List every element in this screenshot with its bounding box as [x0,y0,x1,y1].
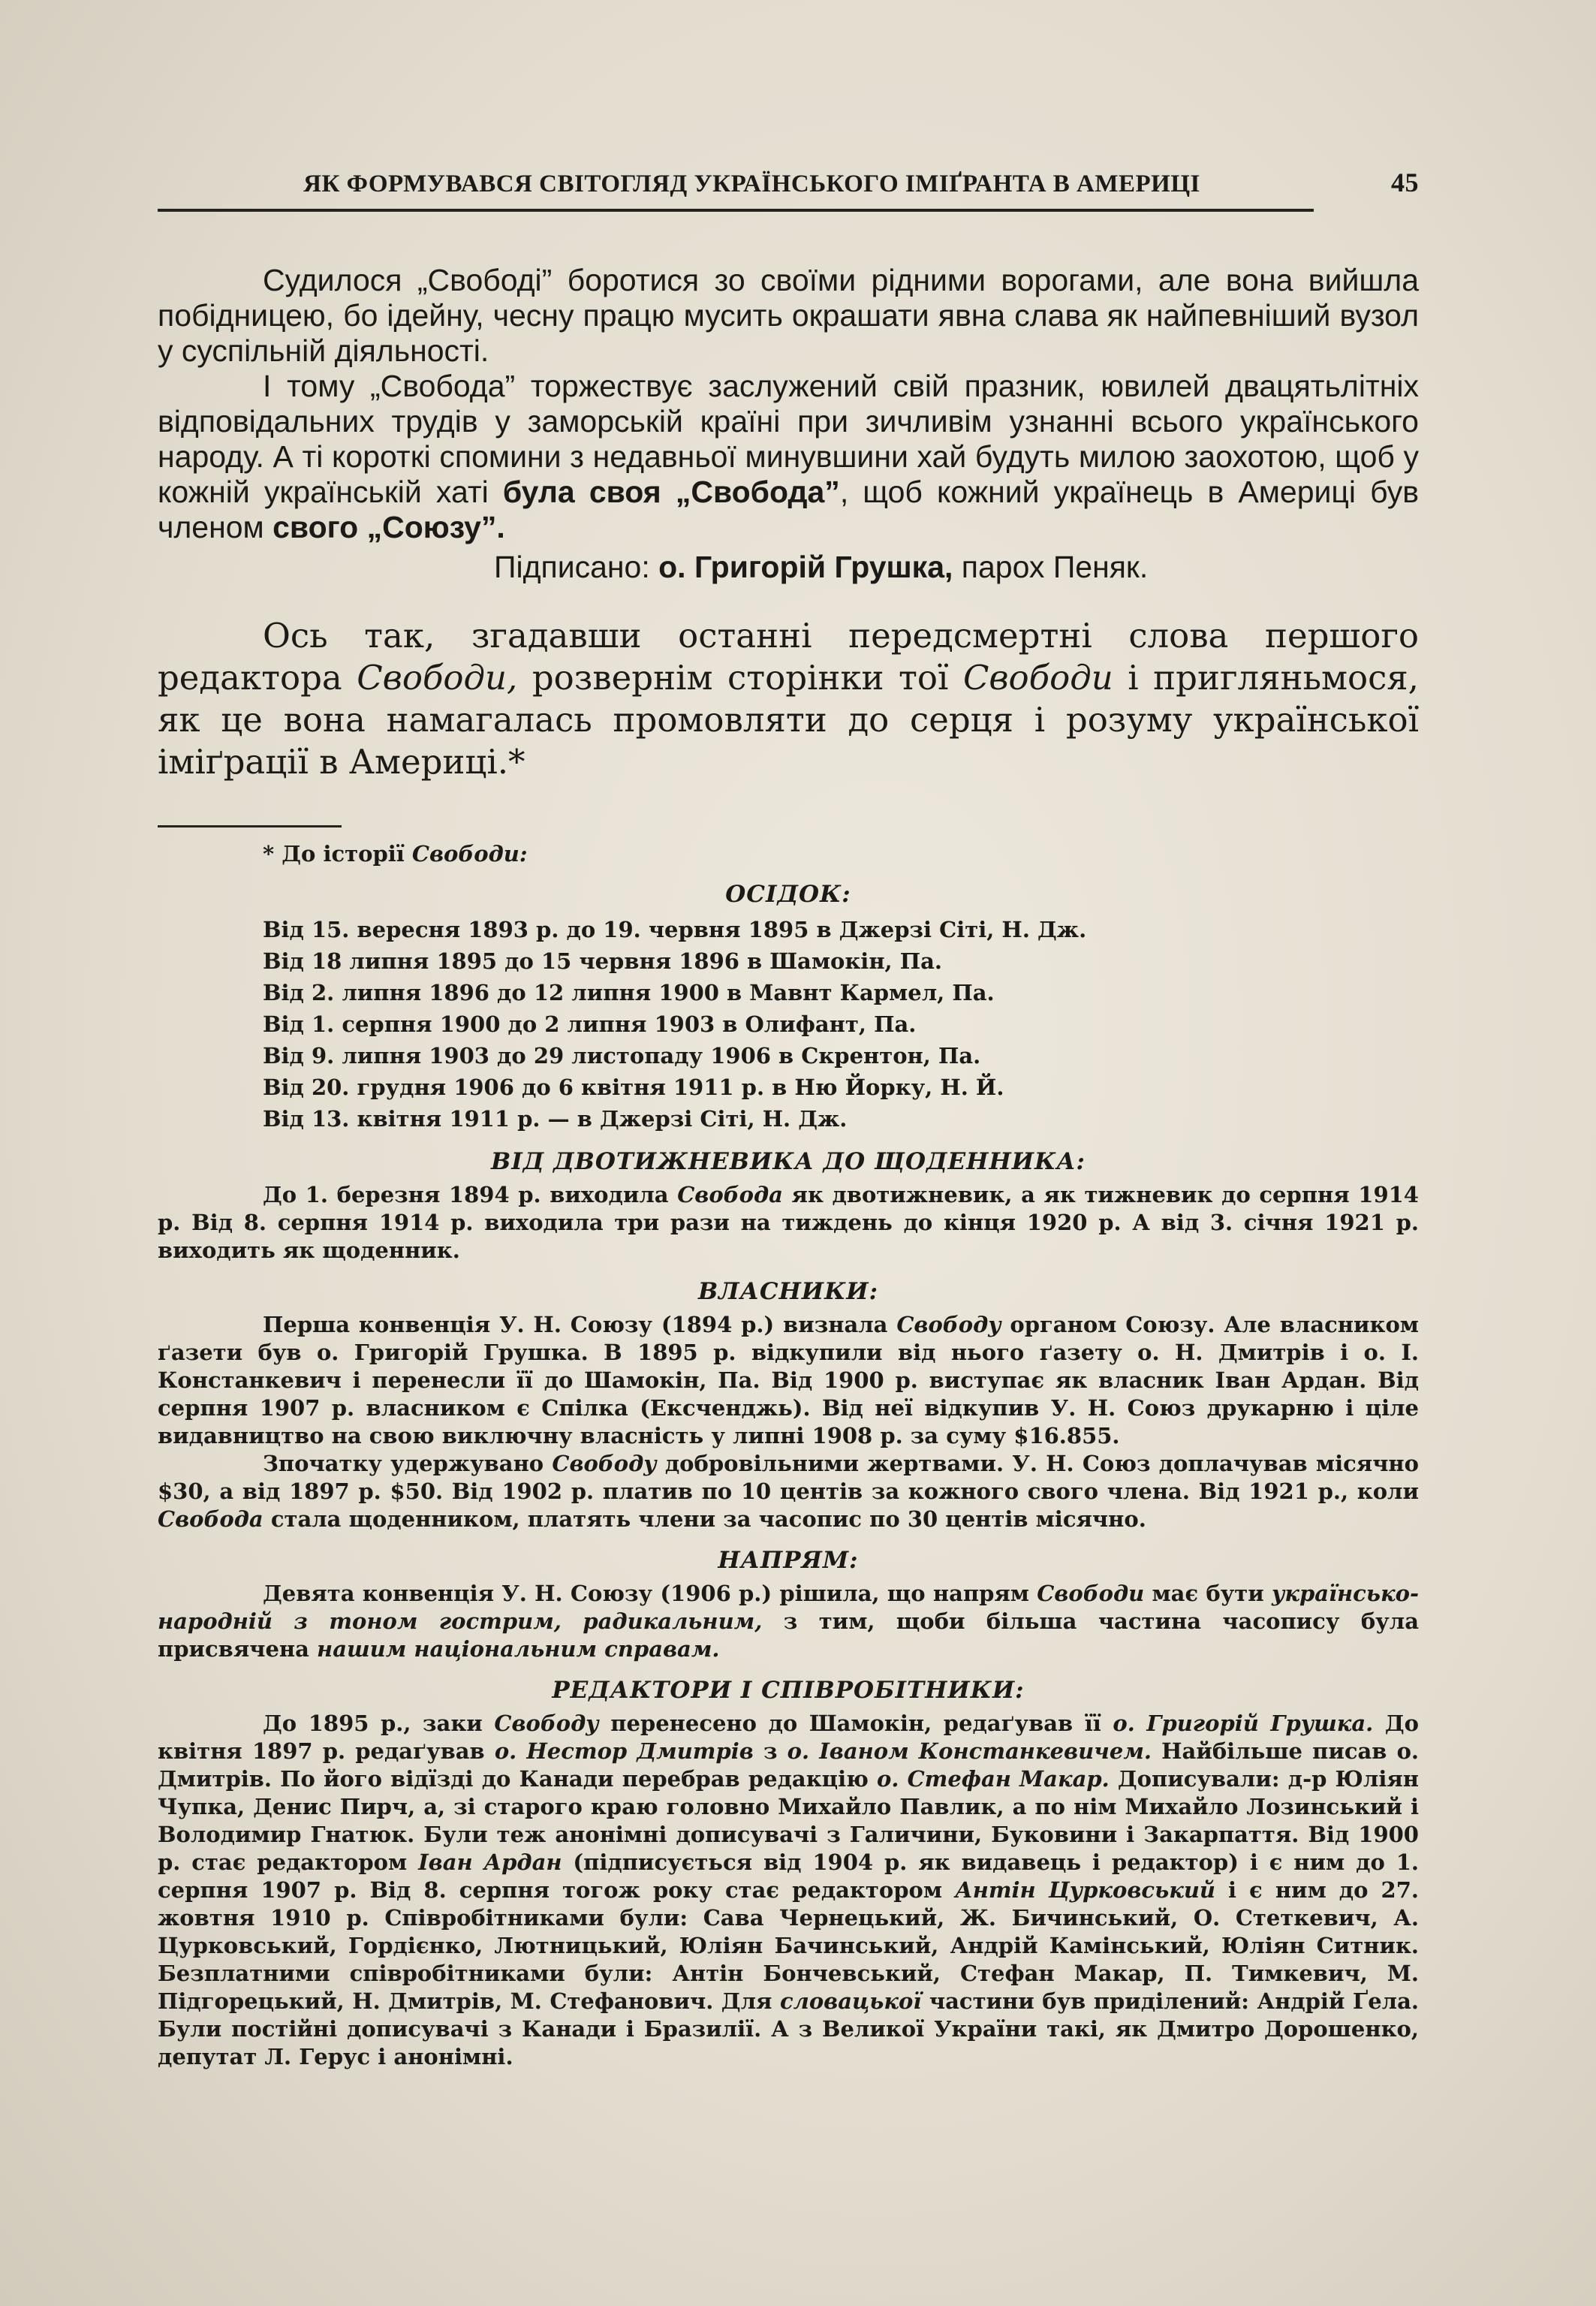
redaktory-text: перенесено до Шамокін, редаґував її [598,1711,1113,1736]
section-heading-osidok: ОСІДОК: [725,881,851,908]
redaktory-italic: о. Нестор Дмитрів [494,1738,754,1764]
list-item: Від 13. квітня 1911 р. — в Джерзі Сіті, Н. Дж. [263,1106,848,1132]
redaktory-italic: Антін Цурковський [955,1877,1215,1903]
paragraph-2-bold-1: була своя „Свобода” [502,475,840,509]
napriam-paragraph [158,1580,1419,1663]
section-heading-napriam: НАПРЯМ: [718,1547,859,1574]
signature-rest: парох Пеняк. [953,550,1149,584]
vlasnyky-p2-text-c: стала щоденником, платять члени за часопис по 30 центів місячно. [263,1506,1146,1532]
signature-name: о. Григорій Грушка, [658,550,953,584]
napriam-italic-1: Свободи [1037,1581,1145,1606]
paragraph-2-bold-2: свого „Союзу”. [273,510,505,544]
page-content [158,167,1419,2071]
redaktory-text: Дописували: д-р Юліян Чупка, Денис Пирч, а, зі старого краю головно Михайло Павлик, а по нім Михайло Лозинський і Володимир Гнатюк. Були теж анонімні дописувачі з Галичини, Буковини і Закарпаття. Від 1900 р. стає редактором [158,1766,1419,1875]
list-item: Від 20. грудня 1906 до 6 квітня 1911 р. в Ню Йорку, Н. Й. [263,1075,1004,1100]
location-list [158,914,1419,1135]
dvotyzh-text-a: До 1. березня 1894 р. виходила [263,1182,678,1207]
vlasnyky-p2-italic-1: Свободу [552,1451,657,1476]
vlasnyky-paragraph-2 [158,1450,1419,1533]
redaktory-text: (підписується від 1904 р. як видавець і редактор) і є ним до 1. серпня 1907 р. Від 8. серпня тогож року стає редактором [158,1849,1419,1903]
dvotyzhnevyk-paragraph [158,1181,1419,1265]
napriam-text-c: з тим, щоби більша частина часопису була присвячена [158,1608,1419,1662]
vlasnyky-p1-italic: Свободу [896,1312,1001,1337]
redaktory-italic: о. Іваном Констанкевичем. [787,1738,1152,1764]
list-item: Від 1. серпня 1900 до 2 липня 1903 в Олифант, Па. [263,1011,917,1037]
redaktory-text: До квітня 1897 р. редаґував [158,1711,1419,1764]
redaktory-italic: Іван Ардан [418,1849,562,1875]
redaktory-text: частини був приділений: Андрій Ґела. Були постійні дописувачі з Канади і Бразилії. А з Великої України такі, як Дмитро Дорошенко, депутат Л. Герус і анонімні. [158,1988,1420,2069]
paragraph-2-text-2: , щоб кожний українець в Америці був членом [158,475,1419,544]
redaktory-text: і є ним до 27. жовтня 1910 р. Співробітниками були: Сава Чернецький, Ж. Бичинський, О. Стеткевич, А. Цурковський, Гордієнко, Лютницький, Юліян Бачинський, Андрій Камінський, Юліян Ситник. Безплатними співробітниками були: Антін Бончевський, Стефан Макар, П. Тимкевич, М. Підгорецький, Н. Дмитрів, М. Стефанович. Для [158,1877,1419,2014]
signature-label: Підписано: [494,550,659,584]
paragraph-3-text-2: розвернім сторінки тої [517,658,963,698]
list-item: Від 18 липня 1895 до 15 червня 1896 в Шамокін, Па. [263,948,943,974]
redaktory-paragraph [158,1710,1419,2071]
vlasnyky-p1-text-b: органом Союзу. Але власником ґазети був о. Григорій Грушка. В 1895 р. відкупили від нього ґазету о. Н. Дмитрів і о. І. Констанкевич і перенесли її до Шамокін, Па. Від 1900 р. виступає як власник Іван Ардан. Від серпня 1907 р. власником є Спілка (Ексченджь). Від неї відкупив У. Н. Союз друкарню і ціле видавництво на свою виключну власність у липні 1908 р. за суму $16.855. [158,1312,1419,1448]
dvotyzh-text-b: як двотижневик, а як тижневик до серпня 1914 р. Від 8. серпня 1914 р. виходила три рази на тиждень до кінця 1920 р. А від 3. січня 1921 р. виходить як щоденник. [158,1182,1419,1263]
paragraph-3-text: Ось так, згадавши останні передсмертні слова першого редактора [158,616,1419,698]
napriam-text-b: має бути [1144,1581,1272,1606]
paragraph-1 [158,263,1419,369]
paragraph-1-text: Судилося „Свободі” боротися зо своїми рідними ворогами, але вона вийшла побідницею, бо ідейну, чесну працю мусить окрашати явна слава як найпевніший вузол у суспільній діяльності. [158,263,1419,368]
redaktory-italic: Свободу [494,1711,599,1736]
paragraph-2 [158,369,1419,545]
redaktory-text: До 1895 р., заки [263,1711,495,1736]
redaktory-text: Найбільше писав о. Дмитрів. По його відїзді до Канади перебрав редакцію [158,1738,1420,1792]
paragraph-3-italic-2: Свободи [962,658,1113,698]
vlasnyky-paragraph-1 [158,1311,1419,1450]
list-item: Від 2. липня 1896 до 12 липня 1900 в Мавнт Кармел, Па. [263,980,995,1005]
section-heading-dvotyzhnevyk: ВІД ДВОТИЖНЕВИКА ДО ЩОДЕННИКА: [491,1148,1086,1175]
napriam-italic-2: українсько-народній з тоном гострим, радикальним, [158,1581,1419,1634]
running-header [158,167,1419,198]
section-heading-vlasnyky: ВЛАСНИКИ: [697,1278,879,1305]
footnote-rule [158,825,342,827]
list-item: Від 15. вересня 1893 р. до 19. червня 1895 в Джерзі Сіті, Н. Дж. [263,917,1087,942]
paragraph-3-italic-1: Свободи, [357,658,518,698]
redaktory-italic: о. Стефан Макар. [876,1766,1110,1792]
redaktory-italic: словацької [779,1988,922,2014]
running-title: ЯК ФОРМУВАВСЯ СВІТОГЛЯД УКРАЇНСЬКОГО ІМІҐРАНТА В АМЕРИЦІ [303,170,1200,197]
vlasnyky-p1-text-a: Перша конвенція У. Н. Союзу (1894 р.) визнала [263,1312,897,1337]
vlasnyky-p2-italic-2: Свобода [158,1506,263,1532]
paragraph-3-text-3: і пригляньмося, як це вона намагалась промовляти до серця і розуму української іміґрації в Америці.* [158,658,1419,782]
redaktory-text: з [753,1738,787,1764]
footnote-title-prefix: * До історії [263,841,412,867]
vlasnyky-p2-text-b: добровільними жертвами. У. Н. Союз доплачував місячно $30, а від 1897 р. $50. Від 1902 р. платив по 10 центів за кожного свого члена. Від 1921 р., коли [158,1451,1419,1504]
section-heading-redaktory: РЕДАКТОРИ І СПІВРОБІТНИКИ: [552,1677,1025,1704]
footnote-title-italic: Свободи: [411,841,528,867]
footnote-title [263,841,1419,867]
paragraph-3 [158,615,1419,783]
paragraph-2-text: І тому „Свобода” торжествує заслужений свій празник, ювилей двацятьлітніх відповідальних трудів у заморській країні при зичливім узнанні всього українського народу. А ті короткі спомини з недавньої минувшини хай будуть милою заохотою, щоб у кожній українській хаті [158,369,1419,509]
dvotyzh-italic: Свобода [677,1182,783,1207]
page-number: 45 [1391,167,1419,197]
vlasnyky-p2-text-a: Зпочатку удержувано [263,1451,553,1476]
list-item: Від 9. липня 1903 до 29 листопаду 1906 в Скрентон, Па. [263,1043,981,1069]
redaktory-italic: о. Григорій Грушка. [1113,1711,1374,1736]
napriam-italic-3: нашим національним справам. [317,1636,720,1662]
header-rule [158,209,1314,212]
signature-line [158,550,1419,585]
napriam-text-a: Девята конвенція У. Н. Союзу (1906 р.) рішила, що напрям [263,1581,1037,1606]
